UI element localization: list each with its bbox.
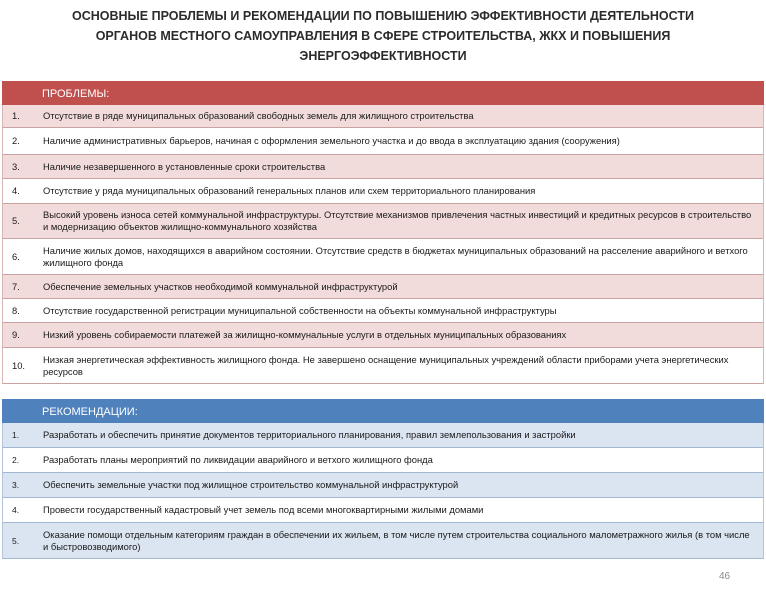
problem-row (3, 299, 763, 323)
problem-row (3, 239, 763, 275)
recommendations-table (2, 399, 764, 559)
recommendation-row (3, 498, 763, 523)
problem-row (3, 179, 763, 204)
row-text: Отсутствие государственной регистрации муниципальной собственности на объекты коммунальной инфраструктуры (43, 304, 557, 316)
page-number: 46 (719, 571, 731, 582)
problems-header: ПРОБЛЕМЫ: (2, 81, 764, 105)
row-number: 3. (12, 480, 20, 490)
problem-row (3, 275, 763, 299)
problem-row (3, 128, 763, 155)
problem-row (3, 204, 763, 239)
row-number: 3. (12, 160, 20, 172)
row-text: Наличие жилых домов, находящихся в аварийном состоянии. Отсутствие средств в бюджетах муниципальных образований на расселение аварийного и ветхого жилищного фонда (43, 244, 748, 268)
title-line-3: ЭНЕРГОЭФФЕКТИВНОСТИ (299, 49, 467, 63)
problem-row (3, 323, 763, 348)
row-text: Отсутствие у ряда муниципальных образований генеральных планов или схем территориального планирования (43, 185, 536, 196)
recommendation-row (3, 523, 763, 559)
problem-row (3, 348, 763, 384)
row-text: Обеспечить земельные участки под жилищное строительство коммунальной инфраструктурой (43, 479, 459, 490)
row-number: 1. (12, 430, 20, 440)
row-number: 1. (12, 110, 20, 121)
row-number: 4. (12, 185, 20, 196)
row-text: Низкий уровень собираемости платежей за жилищно-коммунальные услуги в отдельных муниципальных образованиях (43, 329, 567, 340)
problem-row (3, 155, 763, 179)
row-number: 10. (12, 359, 26, 371)
row-number: 5. (12, 535, 20, 546)
problem-row (3, 105, 763, 128)
row-text: Отсутствие в ряде муниципальных образований свободных земель для жилищного строительства (43, 110, 474, 121)
recommendation-row (3, 473, 763, 498)
recommendation-row (3, 448, 763, 473)
row-number: 5. (12, 215, 20, 226)
row-text: Оказание помощи отдельным категориям граждан в обеспечении их жильем, в том числе путем строительства социального малометражного жилья (в том числе и быстровозводимого) (43, 528, 750, 552)
row-text: Наличие административных барьеров, начиная с оформления земельного участка и до ввода в эксплуатацию здания (сооружения) (43, 135, 620, 146)
recommendations-header: РЕКОМЕНДАЦИИ: (2, 399, 764, 423)
title-line-2: ОРГАНОВ МЕСТНОГО САМОУПРАВЛЕНИЯ В СФЕРЕ СТРОИТЕЛЬСТВА, ЖКХ И ПОВЫШЕНИЯ (95, 29, 671, 43)
row-text: Обеспечение земельных участков необходимой коммунальной инфраструктурой (43, 280, 398, 292)
row-text: Высокий уровень износа сетей коммунальной инфраструктуры. Отсутствие механизмов привлечения частных инвестиций и кредитных ресурсов в строительство и модернизацию объектов жилищно-коммунального хозяйства (43, 209, 752, 232)
row-number: 9. (12, 329, 20, 340)
row-number: 6. (12, 250, 20, 262)
page-title (0, 6, 766, 66)
recommendation-row (3, 423, 763, 448)
row-number: 8. (12, 304, 20, 316)
row-number: 2. (12, 455, 20, 465)
row-number: 2. (12, 135, 20, 146)
row-text: Низкая энергетическая эффективность жилищного фонда. Не завершено оснащение муниципальных учреждений области приборами учета энергетических ресурсов (43, 353, 729, 377)
row-text: Разработать планы мероприятий по ликвидации аварийного и ветхого жилищного фонда (43, 454, 433, 465)
title-line-1: ОСНОВНЫЕ ПРОБЛЕМЫ И РЕКОМЕНДАЦИИ ПО ПОВЫШЕНИЮ ЭФФЕКТИВНОСТИ ДЕЯТЕЛЬНОСТИ (71, 9, 694, 23)
row-text: Провести государственный кадастровый учет земель под всеми многоквартирными жилыми домами (43, 504, 484, 515)
row-number: 4. (12, 505, 20, 515)
row-number: 7. (12, 280, 20, 292)
row-text: Наличие незавершенного в установленные сроки строительства (43, 160, 326, 172)
row-text: Разработать и обеспечить принятие документов территориального планирования, правил землепользования и застройки (43, 429, 576, 440)
problems-table (2, 81, 764, 384)
